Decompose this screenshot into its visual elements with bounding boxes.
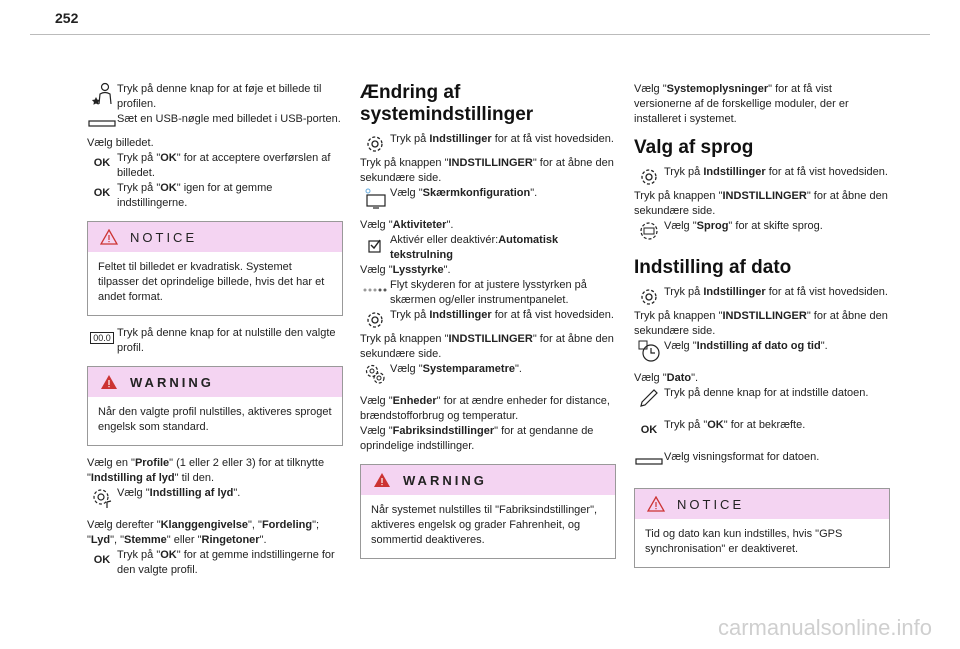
text-settings-main-2: Tryk på Indstillinger for at få vist hovedsiden. — [390, 309, 614, 321]
warning-title: WARNING — [130, 374, 214, 390]
text-system-params: Vælg "Systemparametre". — [390, 363, 522, 375]
text-reset: Tryk på denne knap for at nulstille den valgte profil. — [117, 327, 336, 354]
calendar-clock-icon — [634, 339, 664, 363]
warning-triangle-icon — [647, 496, 665, 512]
notice-title: NOTICE — [130, 229, 198, 245]
gear-icon — [634, 285, 664, 309]
text-settings-main: Tryk på Indstillinger for at få vist hovedsiden. — [390, 133, 614, 145]
watermark: carmanualsonline.info — [717, 615, 932, 640]
ok-icon: OK — [93, 187, 111, 199]
notice-text: Tid og dato kan kun indstilles, hvis "GPS synchronisation" er deaktiveret. — [645, 528, 843, 555]
checkbox-icon — [360, 233, 390, 257]
heading-language: Valg af sprog — [634, 137, 754, 158]
text-brightness: Vælg "Lysstyrke". — [360, 264, 451, 276]
text-usb: Sæt en USB-nøgle med billedet i USB-porten. — [117, 113, 341, 125]
settings-row-4 — [634, 285, 890, 309]
text-ok-accept: Tryk på "OK" for at acceptere overførslen af billedet. — [117, 152, 331, 179]
heading-date: Indstilling af dato — [634, 257, 792, 278]
ok-icon: OK — [93, 554, 111, 566]
ok-icon: OK — [93, 157, 111, 169]
language-icon — [634, 219, 664, 243]
notice-title: NOTICE — [677, 496, 745, 512]
warning-box — [360, 464, 616, 559]
add-photo-row — [87, 82, 343, 112]
text-date: Vælg "Dato". — [634, 372, 699, 384]
date-time-row — [634, 339, 890, 363]
text-ok-profile: Tryk på "OK" for at gemme indstillingerne for den valgte profil. — [117, 549, 335, 576]
settings-row-3 — [634, 165, 890, 189]
text-add-photo: Tryk på denne knap for at føje et billede til profilen. — [117, 83, 322, 110]
text-system-info: Vælg "Systemoplysninger" for at få vist versionerne af de forskellige moduler, der er installeret i systemet. — [634, 83, 849, 125]
reset-row — [87, 326, 343, 356]
text-settings-secondary: Tryk på knappen "INDSTILLINGER" for at åbne den sekundære side. — [360, 157, 614, 184]
screen-config-row — [360, 186, 616, 210]
usb-row — [87, 112, 343, 136]
text-auto-scroll: Aktivér eller deaktivér:Automatisk tekstrulning — [390, 234, 559, 261]
text-sound-settings: Vælg "Indstilling af lyd". — [117, 487, 241, 499]
text-select-profile: Vælg en "Profile" (1 eller 2 eller 3) for at tilknytte "Indstilling af lyd" til den. — [87, 457, 325, 484]
double-gear-icon — [360, 362, 390, 386]
top-rule — [30, 34, 930, 35]
auto-scroll-row — [360, 233, 616, 263]
warning-text: Når systemet nulstilles til "Fabriksindstillinger", aktiveres engelsk og grader Fahrenheit, og sommertid deaktiveres. — [371, 504, 598, 546]
ok-confirm-row — [634, 418, 890, 442]
warning-text: Når den valgte profil nulstilles, aktiveres sproget engelsk som standard. — [98, 406, 332, 433]
gear-icon — [634, 165, 664, 189]
warning-triangle-icon — [100, 229, 118, 245]
system-params-row — [360, 362, 616, 386]
sound-settings-row — [87, 486, 343, 510]
screen-brightness-icon — [360, 186, 390, 210]
text-date-time: Vælg "Indstilling af dato og tid". — [664, 340, 828, 352]
text-ok-save: Tryk på "OK" igen for at gemme indstillingerne. — [117, 182, 273, 209]
text-select-image: Vælg billedet. — [87, 137, 154, 149]
edit-date-row — [634, 386, 890, 410]
language-row — [634, 219, 890, 243]
sound-settings-icon — [87, 486, 117, 510]
notice-box — [634, 488, 890, 568]
text-units: Vælg "Enheder" for at ændre enheder for distance, brændstofforbrug og temperatur. — [360, 395, 610, 422]
settings-row-1 — [360, 132, 616, 156]
slider-dots-icon — [360, 278, 390, 302]
text-screen-config: Vælg "Skærmkonfiguration". — [390, 187, 538, 199]
ok-accept-row — [87, 151, 343, 181]
ok-profile-row — [87, 548, 343, 578]
text-factory: Vælg "Fabriksindstillinger" for at gendanne de oprindelige indstillinger. — [360, 425, 594, 452]
warning-title: WARNING — [403, 472, 487, 488]
text-settings-secondary-2: Tryk på knappen "INDSTILLINGER" for at åbne den sekundære side. — [360, 333, 614, 360]
text-sound-options: Vælg derefter "Klanggengivelse", "Fordeling"; "Lyd", "Stemme" eller "Ringetoner". — [87, 519, 320, 546]
ok-save-row — [87, 181, 343, 211]
pencil-icon — [634, 386, 664, 410]
notice-box — [87, 221, 343, 316]
ok-icon: OK — [640, 424, 658, 436]
text-slider: Flyt skyderen for at justere lysstyrken på skærmen og/eller instrumentpanelet. — [390, 279, 587, 306]
text-language: Vælg "Sprog" for at skifte sprog. — [664, 220, 823, 232]
warning-triangle-icon — [373, 472, 391, 488]
text-settings-main-3: Tryk på Indstillinger for at få vist hovedsiden. — [664, 166, 888, 178]
gear-icon — [360, 308, 390, 332]
text-settings-main-4: Tryk på Indstillinger for at få vist hovedsiden. — [664, 286, 888, 298]
column-2 — [360, 82, 616, 569]
notice-text: Feltet til billedet er kvadratisk. Systemet tilpasser det oprindelige billede, hvis det har et andet format. — [98, 261, 325, 303]
column-1 — [87, 82, 343, 578]
column-3 — [634, 82, 890, 578]
text-settings-secondary-4: Tryk på knappen "INDSTILLINGER" for at åbne den sekundære side. — [634, 310, 888, 337]
format-bar-icon — [634, 450, 664, 474]
gear-icon — [360, 132, 390, 156]
text-date-format: Vælg visningsformat for datoen. — [664, 451, 820, 463]
text-edit-date: Tryk på denne knap for at indstille datoen. — [664, 387, 869, 399]
settings-row-2 — [360, 308, 616, 332]
warning-box — [87, 366, 343, 446]
text-ok-confirm: Tryk på "OK" for at bekræfte. — [664, 419, 806, 431]
reset-profile-icon: 00.0 — [90, 332, 114, 344]
usb-bar-icon — [87, 112, 117, 136]
warning-triangle-icon — [100, 374, 118, 390]
person-star-icon — [87, 82, 117, 106]
text-settings-secondary-3: Tryk på knappen "INDSTILLINGER" for at åbne den sekundære side. — [634, 190, 888, 217]
slider-row — [360, 278, 616, 308]
date-format-row — [634, 450, 890, 474]
heading-system-settings: Ændring af systemindstillinger — [360, 82, 534, 125]
text-activities: Vælg "Aktiviteter". — [360, 219, 454, 231]
page-number: 252 — [55, 10, 79, 26]
